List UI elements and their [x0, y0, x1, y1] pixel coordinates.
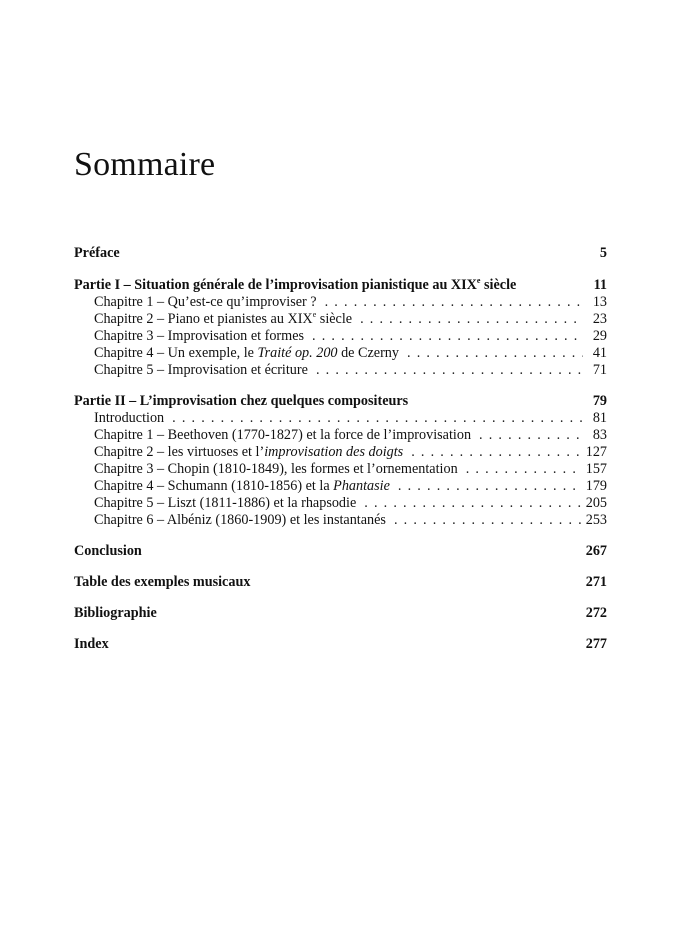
leader-dots	[407, 345, 583, 362]
toc-page-number: 157	[585, 461, 607, 477]
toc-entry-label: Chapitre 5 – Liszt (1811-1886) et la rhapsodie	[94, 495, 357, 511]
toc-entry-chapter[interactable]	[74, 362, 607, 379]
leader-dots	[172, 410, 583, 427]
toc-page-number: 267	[585, 543, 607, 559]
toc-entry-conclusion[interactable]	[74, 543, 607, 560]
toc-page-number: 272	[585, 605, 607, 621]
toc-page-number: 71	[592, 362, 607, 378]
toc-entry-part2[interactable]	[74, 393, 607, 410]
leader-dots	[479, 427, 583, 444]
toc-page-number: 127	[585, 444, 607, 460]
toc-entry-preface[interactable]	[74, 245, 607, 262]
toc-entry-chapter[interactable]	[74, 328, 607, 345]
toc-entry-label: Table des exemples musicaux	[74, 574, 251, 590]
toc-page-number: 205	[585, 495, 607, 511]
toc-entry-label: Chapitre 1 – Qu’est-ce qu’improviser ?	[94, 294, 317, 310]
toc-page-number: 179	[585, 478, 607, 494]
toc-entry-label: Chapitre 3 – Chopin (1810-1849), les formes et l’ornementation	[94, 461, 458, 477]
toc-page-number: 277	[585, 636, 607, 652]
toc-entry-label: Préface	[74, 245, 120, 261]
toc-entry-chapter[interactable]	[74, 294, 607, 311]
leader-dots	[325, 294, 583, 311]
toc-page-number: 81	[592, 410, 607, 426]
toc-entry-chapter[interactable]	[74, 478, 607, 495]
toc-entry-chapter[interactable]	[74, 311, 607, 328]
toc-entry-label: Chapitre 2 – les virtuoses et l’improvisation des doigts	[94, 444, 404, 460]
leader-dots	[360, 311, 583, 328]
toc-page-number: 23	[592, 311, 607, 327]
toc-page-number: 271	[585, 574, 607, 590]
leader-dots	[364, 495, 581, 512]
toc-entry-label: Bibliographie	[74, 605, 157, 621]
leader-dots	[411, 444, 582, 461]
toc-page-number: 5	[599, 245, 607, 261]
toc-entry-bibliography[interactable]	[74, 605, 607, 622]
leader-dots	[312, 328, 583, 345]
toc-entry-examples[interactable]	[74, 574, 607, 591]
toc-entry-chapter[interactable]	[74, 427, 607, 444]
leader-dots	[398, 478, 582, 495]
toc-entry-label: Conclusion	[74, 543, 142, 559]
toc-entry-chapter[interactable]	[74, 512, 607, 529]
toc-page-number: 253	[585, 512, 607, 528]
toc-entry-chapter[interactable]	[74, 461, 607, 478]
toc-page-number: 13	[592, 294, 607, 310]
toc-entry-label: Chapitre 6 – Albéniz (1860-1909) et les instantanés	[94, 512, 386, 528]
toc-entry-part1[interactable]	[74, 277, 607, 294]
table-of-contents	[74, 245, 607, 653]
leader-dots	[466, 461, 582, 478]
toc-entry-label: Chapitre 4 – Schumann (1810-1856) et la Phantasie	[94, 478, 390, 494]
toc-entry-label: Chapitre 3 – Improvisation et formes	[94, 328, 305, 344]
toc-entry-label: Partie II – L’improvisation chez quelques compositeurs	[74, 393, 409, 409]
leader-dots	[394, 512, 582, 529]
toc-page-number: 11	[593, 277, 607, 293]
toc-entry-label: Chapitre 5 – Improvisation et écriture	[94, 362, 308, 378]
toc-entry-index[interactable]	[74, 636, 607, 653]
toc-entry-label: Introduction	[94, 410, 165, 426]
toc-entry-chapter[interactable]	[74, 345, 607, 362]
toc-page-number: 41	[592, 345, 607, 361]
toc-entry-label: Partie I – Situation générale de l’improvisation pianistique au XIXe siècle	[74, 276, 517, 293]
toc-entry-chapter[interactable]	[74, 444, 607, 461]
toc-page-number: 83	[592, 427, 607, 443]
toc-entry-label: Chapitre 2 – Piano et pianistes au XIXe siècle	[94, 310, 353, 327]
leader-dots	[316, 362, 583, 379]
page-title: Sommaire	[74, 146, 216, 183]
toc-entry-chapter[interactable]	[74, 410, 607, 427]
toc-entry-label: Chapitre 4 – Un exemple, le Traité op. 200 de Czerny	[94, 345, 399, 361]
toc-entry-chapter[interactable]	[74, 495, 607, 512]
toc-entry-label: Index	[74, 636, 109, 652]
toc-page-number: 29	[592, 328, 607, 344]
toc-page-number: 79	[592, 393, 607, 409]
toc-entry-label: Chapitre 1 – Beethoven (1770-1827) et la force de l’improvisation	[94, 427, 472, 443]
